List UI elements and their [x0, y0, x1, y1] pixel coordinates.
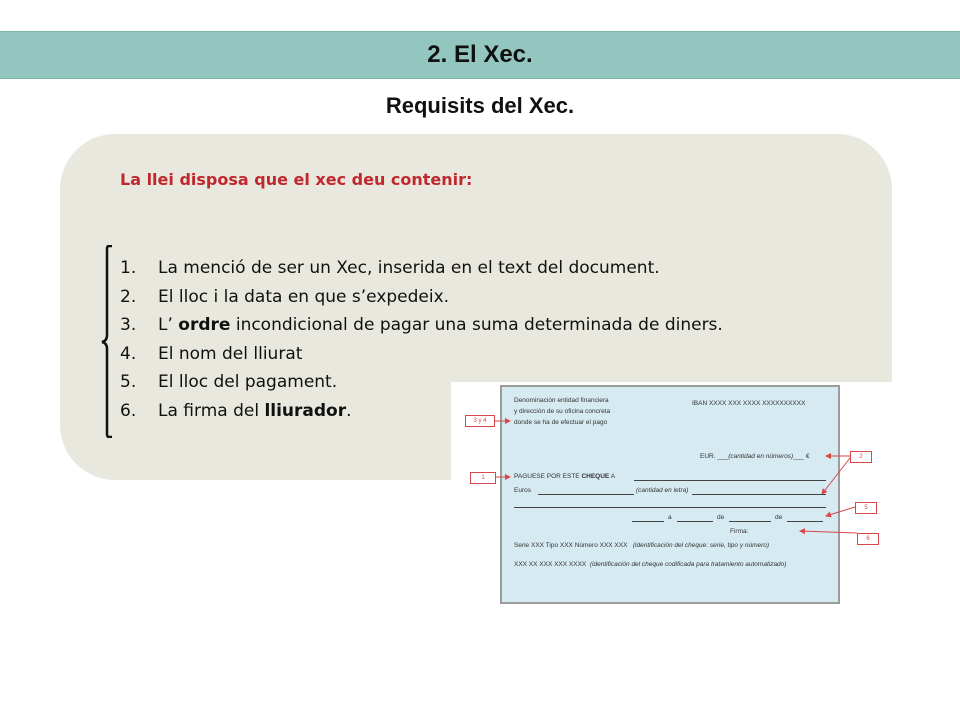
- serie-number: Serie XXX Tipo XXX Número XXX XXX (identificación del cheque: serie, tipo y número): [514, 542, 770, 549]
- payee-line: [634, 480, 826, 481]
- month-line: [729, 521, 771, 522]
- entity-name: Denominación entidad financiera: [514, 397, 609, 404]
- euros-label: Euros: [514, 487, 531, 494]
- subtitle: Requisits del Xec.: [385, 93, 575, 118]
- entity-payment-place: donde se ha de efectuar el pago: [514, 419, 608, 426]
- entity-address: y dirección de su oficina concreta: [514, 408, 611, 415]
- list-item: 4. El nom del lliurat: [120, 343, 303, 364]
- amount-letter-line: [514, 507, 826, 508]
- title-bar: [0, 31, 960, 79]
- list-item: 3. L’ ordre incondicional de pagar una suma determinada de diners.: [120, 315, 723, 336]
- euros-line-a: [538, 494, 634, 495]
- euros-line-b: [692, 494, 826, 495]
- callout-6: 6: [857, 533, 879, 545]
- callout-2: 2: [850, 451, 872, 463]
- page-title: 2. El Xec.: [427, 41, 533, 68]
- iban: IBAN XXXX XXX XXXX XXXXXXXXXX: [692, 400, 806, 407]
- brace-icon: [98, 245, 114, 438]
- pay-order: PAGUESE POR ESTE CHEQUE A: [514, 473, 616, 480]
- list-item: 2. El lloc i la data en que s’expedeix.: [120, 286, 450, 307]
- year-line: [787, 521, 823, 522]
- callout-3y4: 3 y 4: [465, 415, 495, 427]
- list-item: 6. La firma del lliurador.: [120, 400, 352, 421]
- date-de-1: de: [717, 514, 725, 521]
- euros-hint: (cantidad en letra): [636, 487, 689, 494]
- date-de-2: de: [775, 514, 783, 521]
- date-a: a: [668, 514, 672, 521]
- place-line: [632, 521, 664, 522]
- callout-5: 5: [855, 502, 877, 514]
- list-item: 1. La menció de ser un Xec, inserida en el text del document.: [120, 258, 660, 278]
- amount-number: EUR. ___(cantidad en números)___ €: [700, 453, 810, 460]
- cheque-image: [500, 385, 840, 604]
- callout-1: 1: [470, 472, 496, 484]
- intro-text: La llei disposa que el xec deu contenir:: [120, 170, 473, 189]
- signature-label: Firma:: [730, 528, 749, 535]
- day-line: [677, 521, 713, 522]
- list-item: 5. El lloc del pagament.: [120, 372, 338, 393]
- cheque-code: XXX XX XXX XXX XXXX (identificación del cheque codificada para tratamiento automatizado): [514, 561, 787, 568]
